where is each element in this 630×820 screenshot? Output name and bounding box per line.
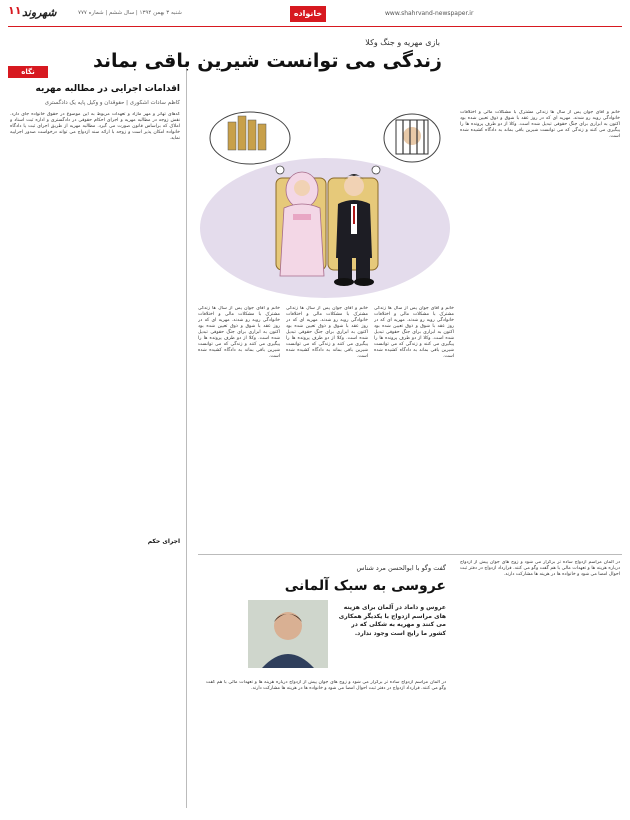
header-rule	[8, 26, 622, 27]
sidebar-column	[10, 68, 180, 808]
interview-box	[198, 560, 454, 810]
dateline: شنبه ۳ بهمن ۱۳۹۴ | سال ششم | شماره ۷۷۷	[78, 10, 182, 16]
article-headline: زندگی می توانست شیرین باقی بماند	[92, 50, 442, 72]
article-kicker: بازی مهریه و جنگ وکلا	[365, 38, 440, 47]
article-body-col-3: خانم و آقای جوان پس از سال ها زندگی مشترک با مشکلات مالی و اختلافات خانوادگی روبه رو شدند. مهریه ای که در روز عقد با شوق و ذوق تعیین شده بود اکنون به ابزاری برای جنگ حقوقی تبدیل شده است. وکلا از دو طرف پرونده ها را پیگیری می کنند و زندگی که می توانست شیرین باقی بماند به دادگاه کشیده شده است.	[374, 306, 454, 359]
interview-quote: عروس و داماد در آلمان برای هزینه های مراسم ازدواج با یکدیگر همکاری می کنند و مهریه به شکلی که در کشور ما رایج است وجود ندارد.	[338, 604, 446, 637]
bride-figure	[280, 172, 324, 276]
page-header	[0, 0, 630, 28]
sidebar-byline: کاظم سادات اشکوری | حقوقدان و وکیل پایه یک دادگستری	[44, 100, 180, 106]
cartoon-illustration	[198, 108, 452, 300]
section-divider	[198, 554, 622, 555]
article-body-col-2: خانم و آقای جوان پس از سال ها زندگی مشترک با مشکلات مالی و اختلافات خانوادگی روبه رو شدند. مهریه ای که در روز عقد با شوق و ذوق تعیین شده بود اکنون به ابزاری برای جنگ حقوقی تبدیل شده است. وکلا از دو طرف پرونده ها را پیگیری می کنند و زندگی که می توانست شیرین باقی بماند به دادگاه کشیده شده است.	[286, 306, 368, 359]
sidebar-tag: نگاه	[8, 66, 48, 78]
article-body-right: خانم و آقای جوان پس از سال ها زندگی مشترک با مشکلات مالی و اختلافات خانوادگی روبه رو شدند. مهریه ای که در روز عقد با شوق و ذوق تعیین شده بود اکنون به ابزاری برای جنگ حقوقی تبدیل شده است. وکلا از دو طرف پرونده ها را پیگیری می کنند و زندگی که می توانست شیرین باقی بماند به دادگاه کشیده شده است.	[460, 110, 620, 139]
newspaper-logo: شهروند	[22, 6, 57, 19]
interview-body-right: در آلمان مراسم ازدواج ساده تر برگزار می شود و زوج های جوان پیش از ازدواج درباره هزینه ها و تعهدات مالی با هم گفت وگو می کنند. قرارداد ازدواج در دفتر ثبت احوال امضا می شود و خانواده ها در هزینه ها مشارکت دارند.	[460, 560, 620, 577]
article-body-col-1: خانم و آقای جوان پس از سال ها زندگی مشترک با مشکلات مالی و اختلافات خانوادگی روبه رو شدند. مهریه ای که در روز عقد با شوق و ذوق تعیین شده بود اکنون به ابزاری برای جنگ حقوقی تبدیل شده است. وکلا از دو طرف پرونده ها را پیگیری می کنند و زندگی که می توانست شیرین باقی بماند به دادگاه کشیده شده است.	[198, 306, 280, 359]
sidebar-title: اقدامات اجرایی در مطالبه مهریه	[35, 84, 180, 94]
sidebar-body: کدهای تهاتر و مهر مازاد و تعهدات مربوط به این موضوع در حقوق خانواده جای دارد. نقش زوجه در مطالبه مهریه و اجرای احکام حقوقی در دادگستری و اداره ثبت اسناد و املاک که براساس قانون صورت می گیرد. مطالبه مهریه از طریق اجرای ثبت یا دادگاه خانواده امکان پذیر است و زوجه با ارائه سند ازدواج می تواند درخواست صدور اجراییه نماید.	[10, 112, 180, 141]
section-tab: خانواده	[290, 6, 326, 22]
site-url[interactable]: www.shahrvand-newspaper.ir	[385, 10, 474, 17]
column-divider	[186, 68, 187, 808]
interview-body: در آلمان مراسم ازدواج ساده تر برگزار می شود و زوج های جوان پیش از ازدواج درباره هزینه ها و تعهدات مالی با هم گفت وگو می کنند. قرارداد ازدواج در دفتر ثبت احوال امضا می شود و خانواده ها در هزینه ها مشارکت دارند.	[206, 680, 446, 691]
interviewee-photo	[248, 600, 328, 668]
interview-kicker: گفت وگو با ابوالحسن مرد شناس	[356, 564, 446, 572]
interview-title: عروسی به سبک آلمانی	[284, 578, 446, 594]
page-number: ۱۱	[8, 4, 22, 17]
masthead	[8, 4, 280, 24]
sidebar-subhead: اجرای حکم	[147, 538, 180, 545]
